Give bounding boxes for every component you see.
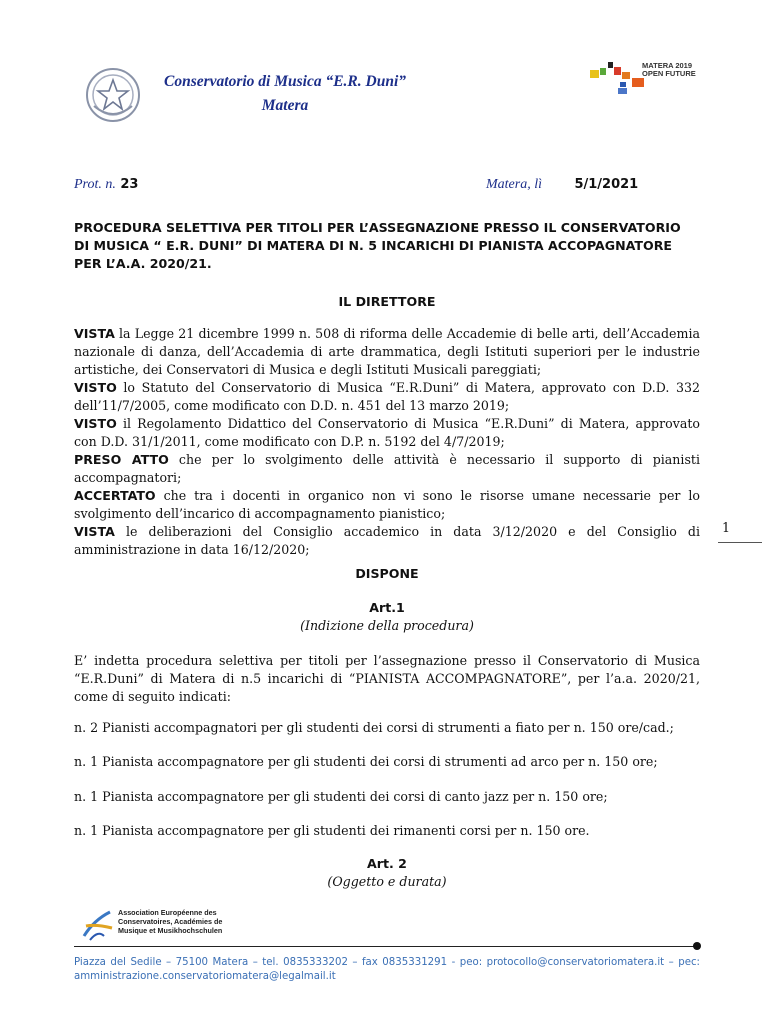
document-title: PROCEDURA SELETTIVA PER TITOLI PER L’ASSEGNAZIONE PRESSO IL CONSERVATORIO DI MUSICA “ E.R. DUNI” DI MATERA DI N. 5 INCARICHI DI PIANISTA ACCOPAGNATORE PER L’A.A. 2020/21. (74, 220, 681, 271)
whereas-item (74, 451, 700, 487)
whereas-keyword: PRESO ATTO (74, 452, 169, 467)
art1-item: n. 1 Pianista accompagnatore per gli studenti dei corsi di canto jazz per n. 150 ore; (74, 789, 608, 804)
dispone-heading: DISPONE (355, 566, 419, 581)
aec-line-1: Association Européenne des (118, 908, 217, 917)
matera-logo-line-2: OPEN FUTURE (642, 69, 696, 78)
aec-logo-icon (80, 906, 116, 942)
art1-item: n. 1 Pianista accompagnatore per gli studenti dei rimanenti corsi per n. 150 ore. (74, 823, 590, 838)
institution-line-1: Conservatorio di Musica “E.R. Duni” (163, 73, 407, 90)
whereas-section (74, 325, 700, 559)
aec-text (118, 908, 222, 935)
footer-divider (74, 946, 698, 947)
art2-heading: Art. 2 (367, 856, 407, 871)
protocol-value: 23 (120, 177, 139, 192)
whereas-text: la Legge 21 dicembre 1999 n. 508 di riforma delle Accademie di belle arti, dell’Accademia nazionale di danza, dell’Accademia di arte drammatica, degli Istituti superiori per le industrie artistiche, dei Conservatori di Musica e degli Istituti Musicali pareggiati; (74, 326, 700, 377)
whereas-text: che tra i docenti in organico non vi sono le risorse umane necessarie per lo svolgimento dell’incarico di accompagnamento pianistico; (74, 488, 700, 521)
whereas-text: il Regolamento Didattico del Conservatorio di Musica “E.R.Duni” di Matera, approvato con D.D. 31/1/2011, come modificato con D.P. n. 5192 del 4/7/2019; (74, 416, 700, 449)
whereas-item (74, 487, 700, 523)
art1-intro: E’ indetta procedura selettiva per titoli per l’assegnazione presso il Conservatorio di Musica “E.R.Duni” di Matera di n.5 incarichi di “PIANISTA ACCOMPAGNATORE”, per l’a.a. 2020/21, come di seguito indicati: (74, 653, 700, 704)
whereas-item (74, 325, 700, 379)
art1-subtitle: (Indizione della procedura) (300, 618, 474, 633)
whereas-text: lo Statuto del Conservatorio di Musica “E.R.Duni” di Matera, approvato con D.D. 332 dell’11/7/2005, come modificato con D.D. n. 451 del 13 marzo 2019; (74, 380, 700, 413)
footer-contacts: Piazza del Sedile – 75100 Matera – tel. 0835333202 – fax 0835331291 - peo: protocollo@conservatoriomatera.it – pec: amministrazione.conservatoriomatera@legalmail.it (74, 957, 700, 982)
whereas-keyword: VISTA (74, 326, 115, 341)
page-number-divider (718, 542, 762, 543)
date-value: 5/1/2021 (574, 177, 639, 192)
protocol-number (74, 176, 138, 193)
matera-logo-line-1: MATERA 2019 (642, 61, 693, 70)
whereas-keyword: ACCERTATO (74, 488, 156, 503)
whereas-text: che per lo svolgimento delle attività è necessario il supporto di pianisti accompagnatori; (74, 452, 700, 485)
aec-line-3: Musique et Musikhochschulen (118, 926, 223, 935)
art1-item: n. 2 Pianisti accompagnatori per gli studenti dei corsi di strumenti a fiato per n. 150 ore/cad.; (74, 720, 674, 735)
art1-heading: Art.1 (369, 600, 405, 615)
institution-name (150, 70, 420, 118)
whereas-keyword: VISTO (74, 416, 117, 431)
italian-republic-emblem-icon (84, 66, 142, 124)
institution-line-2: Matera (261, 97, 309, 114)
art1-item: n. 1 Pianista accompagnatore per gli studenti dei corsi di strumenti ad arco per n. 150 ore; (74, 754, 658, 769)
document-date (486, 176, 638, 193)
whereas-keyword: VISTA (74, 524, 115, 539)
director-heading: IL DIRETTORE (338, 294, 436, 309)
whereas-item (74, 523, 700, 559)
whereas-keyword: VISTO (74, 380, 117, 395)
matera-logo-text (642, 62, 696, 78)
footer-divider-dot (693, 942, 701, 950)
whereas-text: le deliberazioni del Consiglio accademico in data 3/12/2020 e del Consiglio di amministrazione in data 16/12/2020; (74, 524, 700, 557)
protocol-label: Prot. n. (74, 177, 116, 192)
date-label: Matera, lì (486, 177, 542, 192)
page-number: 1 (722, 520, 731, 535)
art2-subtitle: (Oggetto e durata) (327, 874, 447, 889)
whereas-item (74, 379, 700, 415)
aec-line-2: Conservatoires, Académies de (118, 917, 223, 926)
whereas-item (74, 415, 700, 451)
